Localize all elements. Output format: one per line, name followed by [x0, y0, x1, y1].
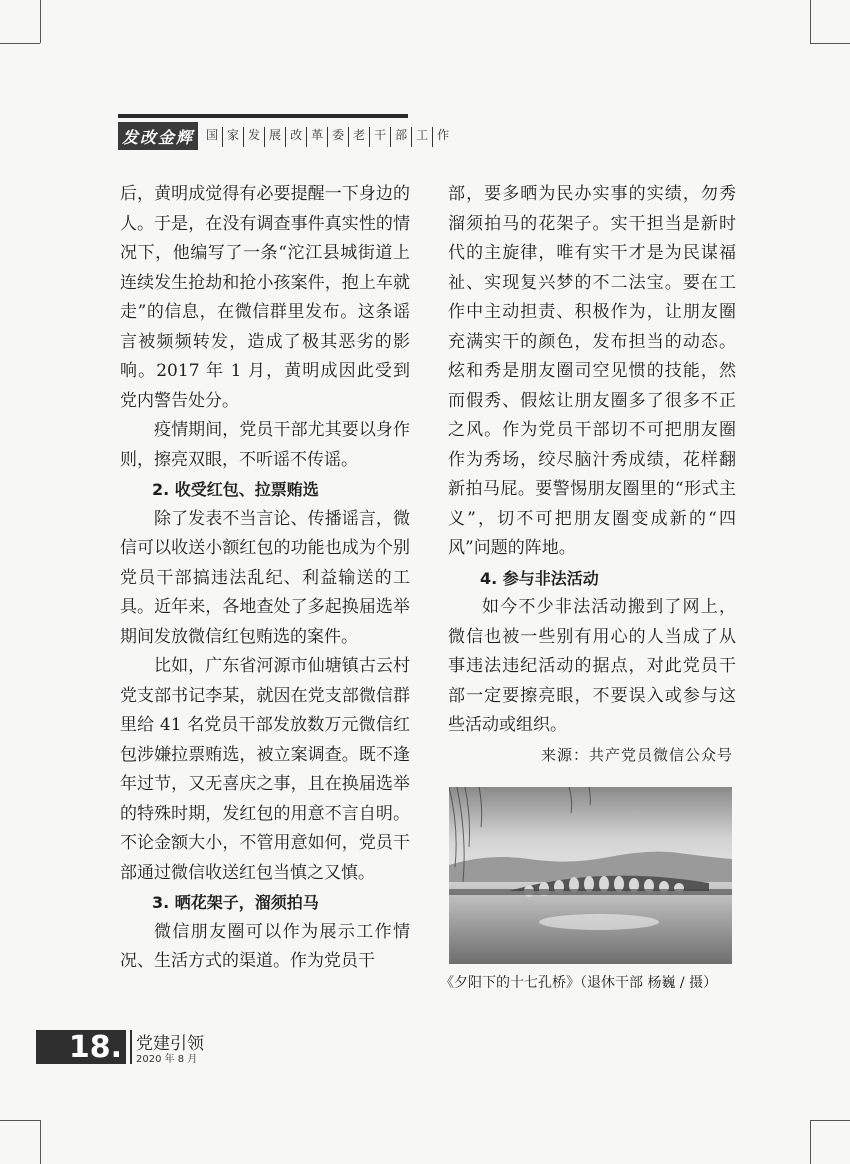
header-org-name — [202, 127, 453, 147]
header-char: 展 — [265, 127, 286, 147]
page-number: 18. — [36, 1030, 126, 1064]
footer-divider — [130, 1030, 132, 1064]
header-char: 干 — [370, 127, 391, 147]
paragraph: 微信朋友圈可以作为展示工作情况、生活方式的渠道。作为党员干 — [120, 921, 410, 971]
crop-mark — [810, 1120, 850, 1121]
header-char: 作 — [437, 128, 450, 142]
header-char: 委 — [328, 127, 349, 147]
crop-mark — [0, 43, 40, 44]
section-badge: 发改金辉 — [118, 122, 198, 150]
header-char: 家 — [223, 127, 244, 147]
crop-mark — [810, 0, 811, 43]
header-char: 发 — [244, 127, 265, 147]
section-heading: 4. 参与非法活动 — [480, 568, 599, 588]
section-heading: 3. 晒花架子，溜须拍马 — [152, 893, 319, 912]
issue-date: 2020 年 8 月 — [136, 1054, 198, 1065]
article-left-column — [120, 180, 410, 977]
crop-mark — [40, 0, 41, 43]
paragraph: 疫情期间，党员干部尤其要以身作则，擦亮双眼，不听谣不传谣。 — [120, 420, 410, 470]
paragraph: 后，黄明成觉得有必要提醒一下身边的人。于是，在没有调查事件真实性的情况下，他编写了一条“沱江县城街道上连续发生抢劫和抢小孩案件，抱上车就走”的信息，在微信群里发布。这条谣言被频频转发，造成了极其恶劣的影响。2017 年 1 月，黄明成因此受到党内警告处分。 — [120, 184, 410, 411]
paragraph: 部，要多晒为民办实事的实绩，勿秀溜须拍马的花架子。实干担当是新时代的主旋律，唯有实干才是为民谋福祉、实现复兴梦的不二法宝。要在工作中主动担责、积极作为，让朋友圈充满实干的颜色，发布担当的动态。炫和秀是朋友圈司空见惯的技能，然而假秀、假炫让朋友圈多了很多不正之风。作为党员干部切不可把朋友圈作为秀场，绞尽脑汁秀成绩，花样翻新拍马屁。要警惕朋友圈里的“形式主义”，切不可把朋友圈变成新的“四风”问题的阵地。 — [448, 184, 736, 558]
crop-mark — [40, 1120, 41, 1164]
paragraph: 比如，广东省河源市仙塘镇古云村党支部书记李某，就因在党支部微信群里给 41 名党员干部发放数万元微信红包涉嫌拉票贿选，被立案调查。既不逢年过节，又无喜庆之事，且在换届选举的特殊时期，发红包的用意不言自明。不论金额大小，不管用意如何，党员干部通过微信收送红包当慎之又慎。 — [120, 656, 410, 883]
header-char: 革 — [307, 127, 328, 147]
magazine-name: 党建引领 — [136, 1034, 204, 1054]
header-rule — [118, 114, 408, 118]
crop-mark — [810, 1120, 811, 1164]
photo-seventeen-arch-bridge — [449, 787, 732, 964]
paragraph: 如今不少非法活动搬到了网上，微信也被一些别有用心的人当成了从事违法违纪活动的据点，对此党员干部一定要擦亮眼，不要误入或参与这些活动或组织。 — [448, 597, 736, 735]
article-right-column — [448, 180, 736, 741]
header-char: 部 — [391, 127, 412, 147]
crop-mark — [810, 43, 850, 44]
crop-mark — [0, 1120, 40, 1121]
section-heading: 2. 收受红包、拉票贿选 — [152, 480, 319, 499]
header-char: 工 — [412, 127, 433, 147]
paragraph: 除了发表不当言论、传播谣言，微信可以收送小额红包的功能也成为个别党员干部搞违法乱纪、利益输送的工具。近年来，各地查处了多起换届选举期间发放微信红包贿选的案件。 — [120, 508, 410, 647]
bridge-photo-image — [449, 787, 732, 964]
header-char: 老 — [349, 127, 370, 147]
header-char: 改 — [286, 127, 307, 147]
article-source: 来源：共产党员微信公众号 — [540, 746, 733, 764]
photo-caption: 《夕阳下的十七孔桥》（退休干部 杨巍 / 摄） — [440, 975, 718, 991]
header-char: 国 — [202, 127, 223, 147]
